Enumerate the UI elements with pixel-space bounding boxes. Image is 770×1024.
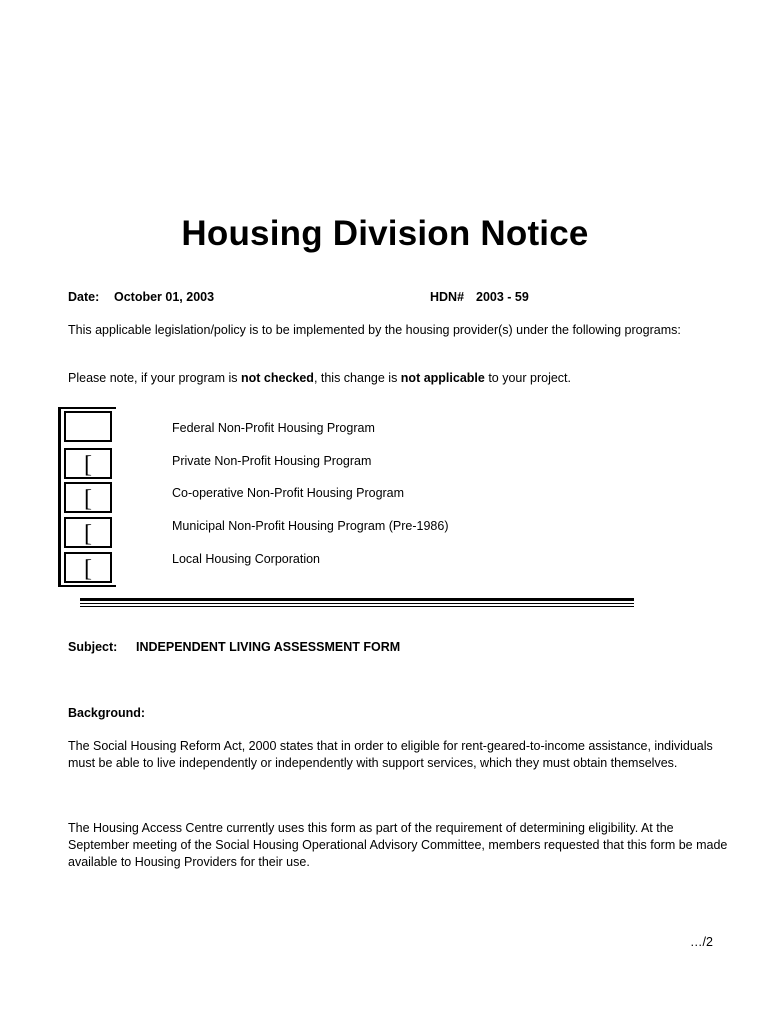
applicability-note — [68, 370, 728, 387]
program-label-private: Private Non-Profit Housing Program — [172, 454, 372, 468]
program-checkbox-private[interactable] — [64, 448, 112, 479]
program-label-local: Local Housing Corporation — [172, 552, 321, 566]
subject-value: INDEPENDENT LIVING ASSESSMENT FORM — [136, 640, 401, 654]
section-divider — [80, 606, 634, 607]
background-paragraph-2: The Housing Access Centre currently uses this form as part of the requirement of determining eligibility. At the September meeting of the Social Housing Operational Advisory Committee, members requested that this form be made available to Housing Providers for their use. — [68, 821, 728, 869]
intro-paragraph: This applicable legislation/policy is to be implemented by the housing provider(s) under the following programs: — [68, 323, 681, 337]
checkbox-mark: [ — [84, 452, 92, 478]
program-checkbox-federal[interactable] — [64, 411, 112, 442]
checkbox-mark: [ — [84, 556, 92, 582]
background-paragraph-1: The Social Housing Reform Act, 2000 states that in order to eligible for rent-geared-to-income assistance, individuals must be able to live independently or independently with support services, which they must obtain themselves. — [68, 739, 713, 770]
note-suffix: to your project. — [484, 371, 571, 385]
checkbox-mark: [ — [84, 521, 92, 547]
page-continuation: …/2 — [690, 935, 713, 949]
program-label-cooperative: Co-operative Non-Profit Housing Program — [172, 486, 405, 500]
hdn-value: 2003 - 59 — [476, 290, 529, 304]
note-middle: , this change is — [313, 371, 401, 385]
program-label-municipal: Municipal Non-Profit Housing Program (Pre-1986) — [172, 519, 449, 533]
date-value: October 01, 2003 — [114, 290, 215, 304]
note-not-applicable: not applicable — [400, 371, 485, 385]
program-label-federal: Federal Non-Profit Housing Program — [172, 421, 375, 435]
section-divider — [80, 598, 634, 601]
checkbox-mark: [ — [84, 486, 92, 512]
date-label: Date: — [68, 290, 100, 304]
subject-label: Subject: — [68, 640, 118, 654]
hdn-label: HDN# — [430, 290, 465, 304]
page-title: Housing Division Notice — [181, 214, 589, 253]
note-not-checked: not checked — [241, 371, 314, 385]
background-heading: Background: — [68, 706, 146, 720]
section-divider — [80, 603, 634, 604]
program-checkbox-cooperative[interactable] — [64, 482, 112, 513]
note-prefix: Please note, if your program is — [68, 371, 241, 385]
program-checkbox-local[interactable] — [64, 552, 112, 583]
program-checkbox-municipal[interactable] — [64, 517, 112, 548]
